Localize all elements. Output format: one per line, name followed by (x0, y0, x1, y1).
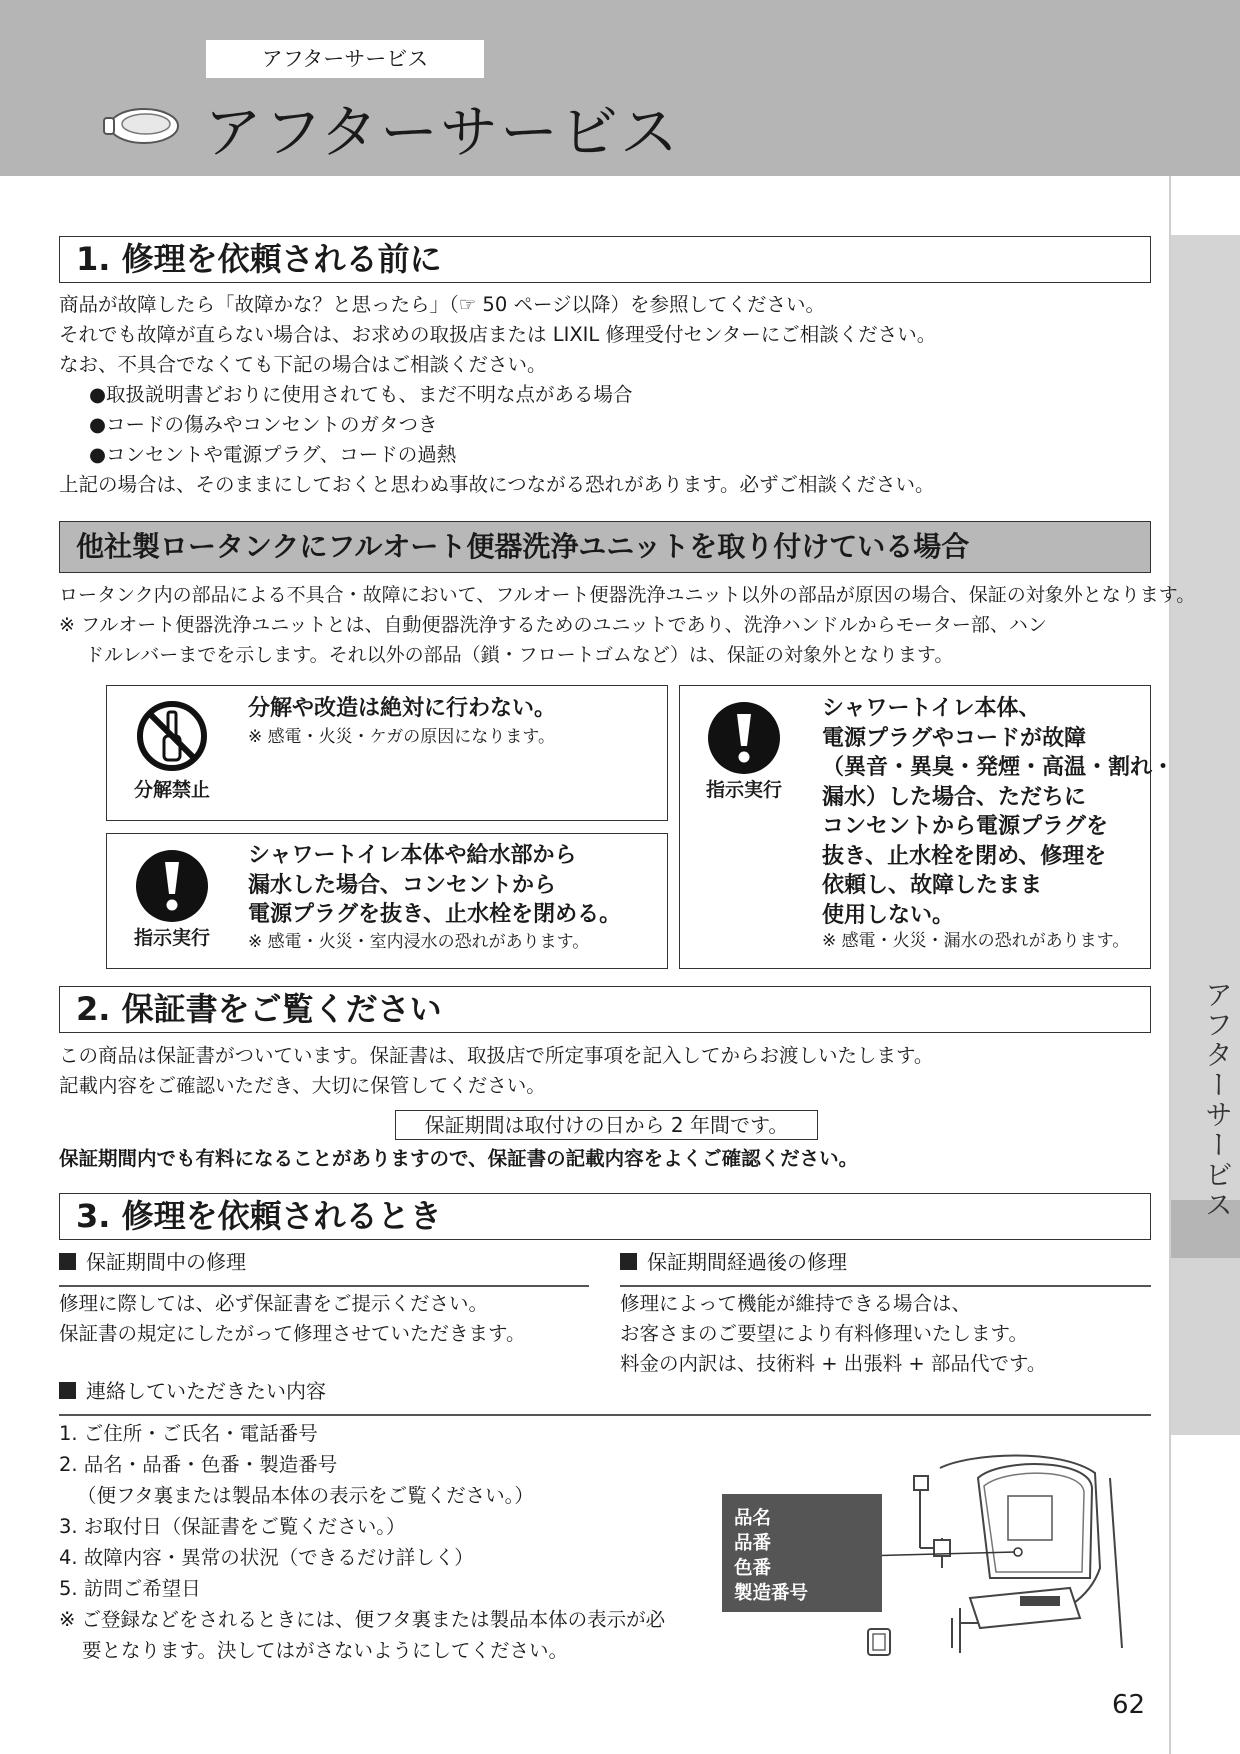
exclamation-icon (706, 700, 782, 776)
warning-line: （異音・異臭・発煙・高温・割れ・ (822, 755, 1175, 780)
section1-heading: 1. 修理を依頼される前に (59, 236, 1151, 283)
section2-line: この商品は保証書がついています。保証書は、取扱店で所定事項を記入してからお渡しいたします。 (59, 1044, 934, 1067)
exclamation-icon (134, 848, 210, 924)
page-number: 62 (1112, 1690, 1146, 1720)
section1-line: それでも故障が直らない場合は、お求めの取扱店または LIXIL 修理受付センターにご相談ください。 (59, 323, 937, 346)
warning-line: 電源プラグを抜き、止水栓を閉める。 (248, 902, 622, 927)
warning-sub-text: ※ 感電・火災・漏水の恐れがあります。 (822, 931, 1130, 951)
in-warranty-heading-text: 保証期間中の修理 (86, 1250, 246, 1274)
subsection-note: ※ フルオート便器洗浄ユニットとは、自動便器洗浄するためのユニットであり、洗浄ハンドルからモーター部、ハン (59, 614, 1047, 636)
post-warranty-line: お客さまのご要望により有料修理いたします。 (620, 1322, 1028, 1345)
square-bullet-icon (59, 1382, 76, 1399)
toilet-seat-icon (102, 104, 182, 148)
contact-item: （便フタ裏または製品本体の表示をご覧ください。） (77, 1484, 534, 1507)
side-tab-label: アフターサービス (1201, 980, 1234, 1220)
in-warranty-text (59, 1289, 525, 1349)
contact-item: 5. 訪問ご希望日 (59, 1577, 201, 1600)
warning-main-text (822, 694, 1174, 930)
warning-main-text (248, 841, 621, 930)
warning-line: 使用しない。 (822, 902, 955, 928)
post-warranty-line: 修理によって機能が維持できる場合は、 (620, 1292, 972, 1315)
contact-heading-text: 連絡していただきたい内容 (86, 1379, 326, 1403)
section2-text (59, 1041, 933, 1101)
square-bullet-icon (620, 1253, 637, 1270)
warning-label: 分解禁止 (133, 779, 210, 801)
warning-sub-text: ※ 感電・火災・室内浸水の恐れがあります。 (248, 932, 590, 952)
section2-heading: 2. 保証書をご覧ください (59, 986, 1151, 1033)
subsection-text (59, 580, 1195, 670)
section2-line: 記載内容をご確認いただき、大切に保管してください。 (59, 1074, 546, 1097)
contact-note: ※ ご登録などをされるときには、便フタ裏または製品本体の表示が必 (59, 1608, 666, 1631)
square-bullet-icon (59, 1253, 76, 1270)
post-warranty-heading-text: 保証期間経過後の修理 (647, 1250, 847, 1274)
in-warranty-heading (59, 1247, 246, 1277)
section1-line: 商品が故障したら「故障かな？と思ったら」（☞ 50 ページ以降）を参照してください。 (59, 293, 826, 316)
contact-item: 2. 品名・品番・色番・製造番号 (59, 1453, 338, 1476)
section1-line: なお、不具合でなくても下記の場合はご相談ください。 (59, 353, 547, 376)
subsection-heading: 他社製ロータンクにフルオート便器洗浄ユニットを取り付けている場合 (59, 521, 1151, 573)
product-label-line: 品番 (734, 1533, 772, 1554)
warning-sub-text: ※ 感電・火災・ケガの原因になります。 (248, 727, 555, 747)
section3-heading: 3. 修理を依頼されるとき (59, 1193, 1151, 1240)
product-label-line: 色番 (734, 1558, 772, 1579)
toilet-illustration (860, 1448, 1135, 1658)
warning-line: シャワートイレ本体、 (822, 696, 1041, 721)
warning-label: 指示実行 (705, 779, 782, 801)
no-disassembly-icon (134, 698, 210, 774)
post-warranty-heading (620, 1247, 847, 1277)
section1-closing: 上記の場合は、そのままにしておくと思わぬ事故につながる恐れがあります。必ずご相談ください。 (59, 473, 935, 496)
contact-heading (59, 1376, 326, 1406)
warning-line: 依頼し、故障したまま (822, 873, 1043, 898)
subsection-note: ドルレバーまでを示します。それ以外の部品（鎖・フロートゴムなど）は、保証の対象外となります。 (85, 644, 954, 666)
warranty-period-box: 保証期間は取付けの日から 2 年間です。 (395, 1110, 818, 1140)
post-warranty-line: 料金の内訳は、技術料 + 出張料 + 部品代です。 (620, 1352, 1047, 1375)
contact-note: 要となります。決してはがさないようにしてください。 (82, 1639, 568, 1662)
product-label-box (722, 1494, 882, 1612)
contact-item: 1. ご住所・ご氏名・電話番号 (59, 1422, 318, 1445)
warning-line: コンセントから電源プラグを (822, 814, 1109, 839)
divider (59, 1414, 1151, 1416)
section1-bullet: ●コンセントや電源プラグ、コードの過熱 (89, 443, 457, 466)
warning-line: シャワートイレ本体や給水部から (248, 843, 577, 868)
post-warranty-text (620, 1289, 1046, 1379)
product-label-line: 品名 (734, 1508, 772, 1529)
section1-text (59, 290, 936, 500)
outlet-icon (865, 1626, 893, 1658)
contact-item: 4. 故障内容・異常の状況（できるだけ詳しく） (59, 1546, 474, 1569)
warning-label: 指示実行 (133, 927, 210, 949)
page-title: アフターサービス (204, 98, 680, 166)
product-label-line: 製造番号 (734, 1583, 809, 1604)
warning-line: 抜き、止水栓を閉め、修理を (822, 843, 1107, 869)
breadcrumb: アフターサービス (206, 40, 484, 78)
warranty-notice: 保証期間内でも有料になることがありますので、保証書の記載内容をよくご確認ください。 (59, 1147, 859, 1170)
warning-line: 漏水した場合、コンセントから (248, 872, 557, 898)
section1-bullet: ●コードの傷みやコンセントのガタつき (89, 413, 438, 436)
in-warranty-line: 修理に際しては、必ず保証書をご提示ください。 (59, 1292, 489, 1315)
in-warranty-line: 保証書の規定にしたがって修理させていただきます。 (59, 1322, 526, 1345)
contact-item: 3. お取付日（保証書をご覧ください。） (59, 1515, 406, 1538)
warning-line: 漏水）した場合、ただちに (822, 784, 1087, 810)
subsection-line: ロータンク内の部品による不具合・故障において、フルオート便器洗浄ユニット以外の部品が原因の場合、保証の対象外となります。 (59, 584, 1196, 606)
divider (620, 1285, 1151, 1287)
warning-main-text: 分解や改造は絶対に行わない。 (248, 696, 557, 721)
contact-list (59, 1418, 665, 1666)
warning-line: 電源プラグやコードが故障 (822, 725, 1087, 751)
section1-bullet: ●取扱説明書どおりに使用されても、まだ不明な点がある場合 (89, 383, 633, 406)
divider (59, 1285, 589, 1287)
